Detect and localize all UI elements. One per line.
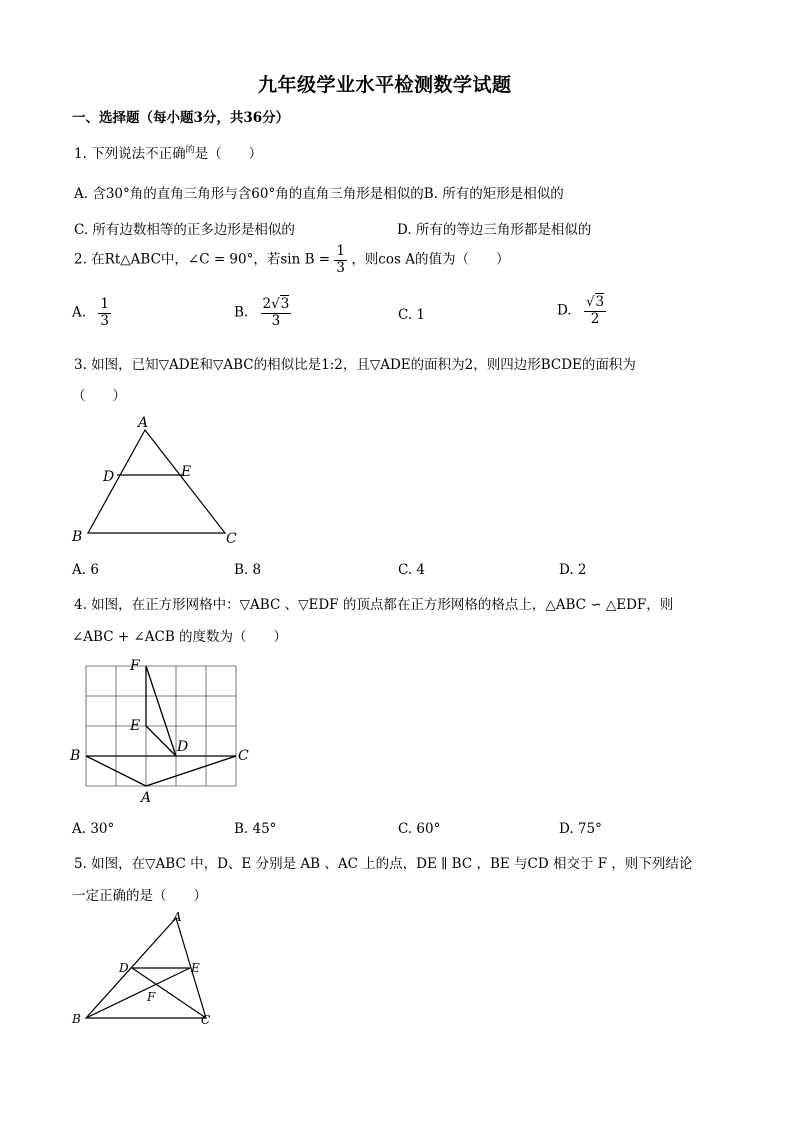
q3-option-c: C. 4	[398, 562, 426, 578]
sqrt-icon: √	[271, 296, 280, 312]
label-e: E	[191, 961, 200, 975]
q2-frac-num: 1	[336, 243, 346, 259]
label-a: A	[141, 790, 152, 806]
q2-d-den: 2	[590, 310, 600, 327]
q2-d-label: D.	[557, 302, 572, 319]
q5-triangle-figure	[66, 908, 226, 1033]
grid-lines	[86, 666, 236, 786]
label-e: E	[181, 464, 192, 480]
q4-option-d: D. 75°	[559, 821, 602, 837]
q2-b-den: 3	[271, 312, 281, 329]
q2-option-a	[72, 297, 111, 329]
q1-stem-text: 1. 下列说法不正确	[74, 146, 186, 162]
label-f: F	[147, 990, 156, 1004]
q3-option-d: D. 2	[559, 562, 587, 578]
q2-b-radicand: 3	[280, 296, 290, 312]
q3-option-b: B. 8	[234, 562, 262, 578]
label-d: D	[103, 469, 115, 485]
question-1-stem	[74, 142, 262, 162]
label-d: D	[177, 739, 189, 755]
q2-fraction	[334, 244, 347, 276]
q2-frac-den: 3	[336, 259, 346, 276]
question-2-stem	[74, 244, 509, 276]
q2-option-c: C. 1	[398, 307, 426, 323]
q2-a-den: 3	[100, 312, 109, 329]
question-3-paren: （ ）	[72, 388, 126, 404]
q4-option-a: A. 30°	[72, 821, 115, 837]
question-5-stem: 5. 如图，在▽ABC 中，D、E 分别是 AB 、AC 上的点，DE ∥ BC ，BE 与CD 相交于 F ，则下列结论	[74, 856, 693, 872]
q1-superscript-mark: 的	[185, 145, 195, 156]
q4-option-c: C. 60°	[398, 821, 441, 837]
label-e: E	[130, 718, 141, 734]
label-b: B	[72, 529, 83, 545]
label-a: A	[138, 415, 149, 431]
q2-a-label: A.	[72, 304, 87, 321]
label-c: C	[226, 531, 237, 547]
question-3-stem: 3. 如图，已知▽ADE和▽ABC的相似比是1:2，且▽ADE的面积为2，则四边形BCDE的面积为	[74, 357, 636, 373]
q3-triangle-figure	[68, 410, 258, 550]
label-b: B	[70, 748, 81, 764]
q2-b-num	[261, 297, 292, 314]
q2-option-d	[557, 295, 606, 327]
q1-stem-text-2: 是（ ）	[194, 146, 263, 162]
label-c: C	[238, 748, 249, 764]
page-title: 九年级学业水平检测数学试题	[258, 74, 512, 96]
label-b: B	[72, 1012, 81, 1026]
q2-b-frac	[261, 297, 292, 329]
q1-option-d: D. 所有的等边三角形都是相似的	[397, 222, 592, 238]
label-d: D	[119, 961, 129, 975]
q2-d-num	[584, 295, 606, 312]
question-4-stem-2: ∠ABC + ∠ACB 的度数为（ ）	[72, 629, 288, 645]
section-heading: 一、选择题（每小题3分，共36分）	[72, 110, 290, 126]
segment-cd	[132, 968, 206, 1018]
q4-option-b: B. 45°	[234, 821, 277, 837]
triangle-abc	[86, 756, 236, 786]
label-f: F	[130, 658, 140, 674]
q2-a-frac	[98, 297, 111, 329]
label-c: C	[201, 1013, 211, 1027]
q2-option-b	[234, 297, 291, 329]
q1-option-c: C. 所有边数相等的正多边形是相似的	[74, 222, 295, 238]
question-5-stem-2: 一定正确的是（ ）	[72, 888, 207, 904]
q1-option-a: A. 含30°角的直角三角形与含60°角的直角三角形是相似的B. 所有的矩形是相似的	[74, 186, 564, 202]
q3-option-a: A. 6	[72, 562, 99, 578]
q2-stem-pre: 2. 在Rt△ABC中，∠C = 90°，若sin B =	[74, 251, 331, 268]
label-a: A	[173, 910, 182, 924]
q2-b-label: B.	[234, 304, 249, 321]
sqrt-icon: √	[585, 294, 595, 310]
segment-be	[86, 968, 190, 1018]
triangle-edf	[146, 666, 176, 756]
q2-d-radicand: 3	[595, 294, 605, 310]
question-4-stem: 4. 如图，在正方形网格中：▽ABC 、▽EDF 的顶点都在正方形网格的格点上，△ABC ∽ △EDF，则	[74, 597, 674, 613]
q2-b-coef: 2	[262, 296, 272, 312]
q2-a-num: 1	[100, 296, 109, 312]
q4-grid-figure	[66, 654, 266, 806]
q2-d-frac	[584, 295, 606, 327]
q2-stem-post: ，则cos A的值为（ ）	[351, 251, 510, 268]
